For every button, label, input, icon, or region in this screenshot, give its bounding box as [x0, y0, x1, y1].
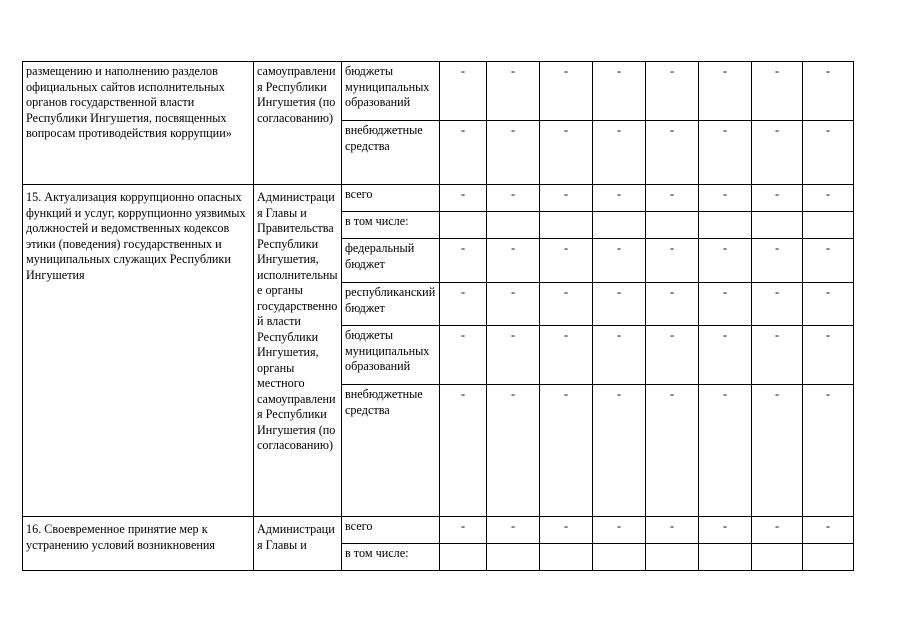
- funding-source: республиканский бюджет: [342, 283, 440, 326]
- value-cell: -: [487, 283, 540, 326]
- value-cell: -: [699, 385, 752, 517]
- value-cell: -: [440, 185, 487, 212]
- value-cell: [646, 544, 699, 571]
- value-cell: -: [540, 517, 593, 544]
- value-cell: -: [752, 326, 803, 385]
- executor-cell: Администрация Главы и Правительства Республики Ингушетия, исполнительные органы государственной власти Республики Ингушетия, органы местного самоуправления Республики Ингушетия (по согласованию): [254, 185, 342, 517]
- value-cell: -: [803, 283, 854, 326]
- table-row: [23, 517, 854, 544]
- value-cell: [752, 212, 803, 239]
- funding-source: бюджеты муниципальных образований: [342, 62, 440, 121]
- value-cell: -: [752, 239, 803, 283]
- event-description: 15. Актуализация коррупционно опасных функций и услуг, коррупционно уязвимых должностей и ведомственных кодексов этики (поведения) государственных и муниципальных служащих Республики Ингушетия: [23, 185, 254, 517]
- value-cell: [699, 212, 752, 239]
- value-cell: -: [752, 517, 803, 544]
- value-cell: -: [440, 62, 487, 121]
- executor-cell: самоуправления Республики Ингушетия (по согласованию): [254, 62, 342, 185]
- value-cell: -: [540, 121, 593, 185]
- value-cell: -: [699, 121, 752, 185]
- value-cell: -: [487, 62, 540, 121]
- value-cell: -: [803, 517, 854, 544]
- value-cell: -: [646, 283, 699, 326]
- value-cell: -: [440, 283, 487, 326]
- value-cell: -: [646, 326, 699, 385]
- value-cell: -: [593, 283, 646, 326]
- value-cell: -: [646, 517, 699, 544]
- value-cell: [440, 212, 487, 239]
- value-cell: [540, 544, 593, 571]
- value-cell: -: [540, 239, 593, 283]
- value-cell: -: [593, 121, 646, 185]
- table-row: [23, 62, 854, 121]
- value-cell: -: [803, 185, 854, 212]
- funding-source: внебюджетные средства: [342, 385, 440, 517]
- value-cell: -: [540, 185, 593, 212]
- table-row: [23, 185, 854, 212]
- value-cell: -: [803, 385, 854, 517]
- program-events-table: [22, 61, 854, 571]
- event-description: размещению и наполнению разделов официальных сайтов исполнительных органов государственной власти Республики Ингушетия, посвященных вопросам противодействия коррупции»: [23, 62, 254, 185]
- value-cell: -: [593, 326, 646, 385]
- value-cell: [803, 212, 854, 239]
- value-cell: -: [752, 283, 803, 326]
- value-cell: -: [699, 517, 752, 544]
- value-cell: -: [699, 239, 752, 283]
- funding-source: федеральный бюджет: [342, 239, 440, 283]
- value-cell: [699, 544, 752, 571]
- funding-source: бюджеты муниципальных образований: [342, 326, 440, 385]
- value-cell: -: [540, 62, 593, 121]
- value-cell: [593, 544, 646, 571]
- value-cell: -: [646, 121, 699, 185]
- value-cell: -: [646, 239, 699, 283]
- funding-source: в том числе:: [342, 212, 440, 239]
- value-cell: -: [699, 326, 752, 385]
- value-cell: -: [540, 326, 593, 385]
- value-cell: [646, 212, 699, 239]
- value-cell: -: [803, 121, 854, 185]
- value-cell: [752, 544, 803, 571]
- value-cell: -: [752, 121, 803, 185]
- value-cell: -: [699, 283, 752, 326]
- value-cell: [440, 544, 487, 571]
- value-cell: -: [699, 185, 752, 212]
- value-cell: [487, 544, 540, 571]
- value-cell: -: [646, 385, 699, 517]
- value-cell: -: [487, 121, 540, 185]
- value-cell: -: [487, 517, 540, 544]
- event-description: 16. Своевременное принятие мер к устранению условий возникновения: [23, 517, 254, 571]
- value-cell: -: [540, 385, 593, 517]
- value-cell: -: [593, 517, 646, 544]
- value-cell: -: [593, 62, 646, 121]
- value-cell: [540, 212, 593, 239]
- value-cell: -: [593, 385, 646, 517]
- value-cell: -: [487, 385, 540, 517]
- value-cell: -: [440, 121, 487, 185]
- executor-cell: Администрация Главы и: [254, 517, 342, 571]
- funding-source: всего: [342, 185, 440, 212]
- value-cell: [803, 544, 854, 571]
- value-cell: -: [487, 185, 540, 212]
- value-cell: -: [803, 62, 854, 121]
- value-cell: -: [593, 185, 646, 212]
- value-cell: -: [440, 517, 487, 544]
- value-cell: -: [487, 326, 540, 385]
- value-cell: -: [752, 62, 803, 121]
- value-cell: -: [646, 62, 699, 121]
- value-cell: [487, 212, 540, 239]
- value-cell: -: [440, 326, 487, 385]
- funding-source: всего: [342, 517, 440, 544]
- value-cell: -: [752, 385, 803, 517]
- value-cell: -: [803, 239, 854, 283]
- value-cell: -: [440, 239, 487, 283]
- funding-source: в том числе:: [342, 544, 440, 571]
- value-cell: -: [593, 239, 646, 283]
- value-cell: [593, 212, 646, 239]
- value-cell: -: [699, 62, 752, 121]
- value-cell: -: [440, 385, 487, 517]
- value-cell: -: [803, 326, 854, 385]
- value-cell: -: [646, 185, 699, 212]
- funding-source: внебюджетные средства: [342, 121, 440, 185]
- value-cell: -: [487, 239, 540, 283]
- value-cell: -: [540, 283, 593, 326]
- value-cell: -: [752, 185, 803, 212]
